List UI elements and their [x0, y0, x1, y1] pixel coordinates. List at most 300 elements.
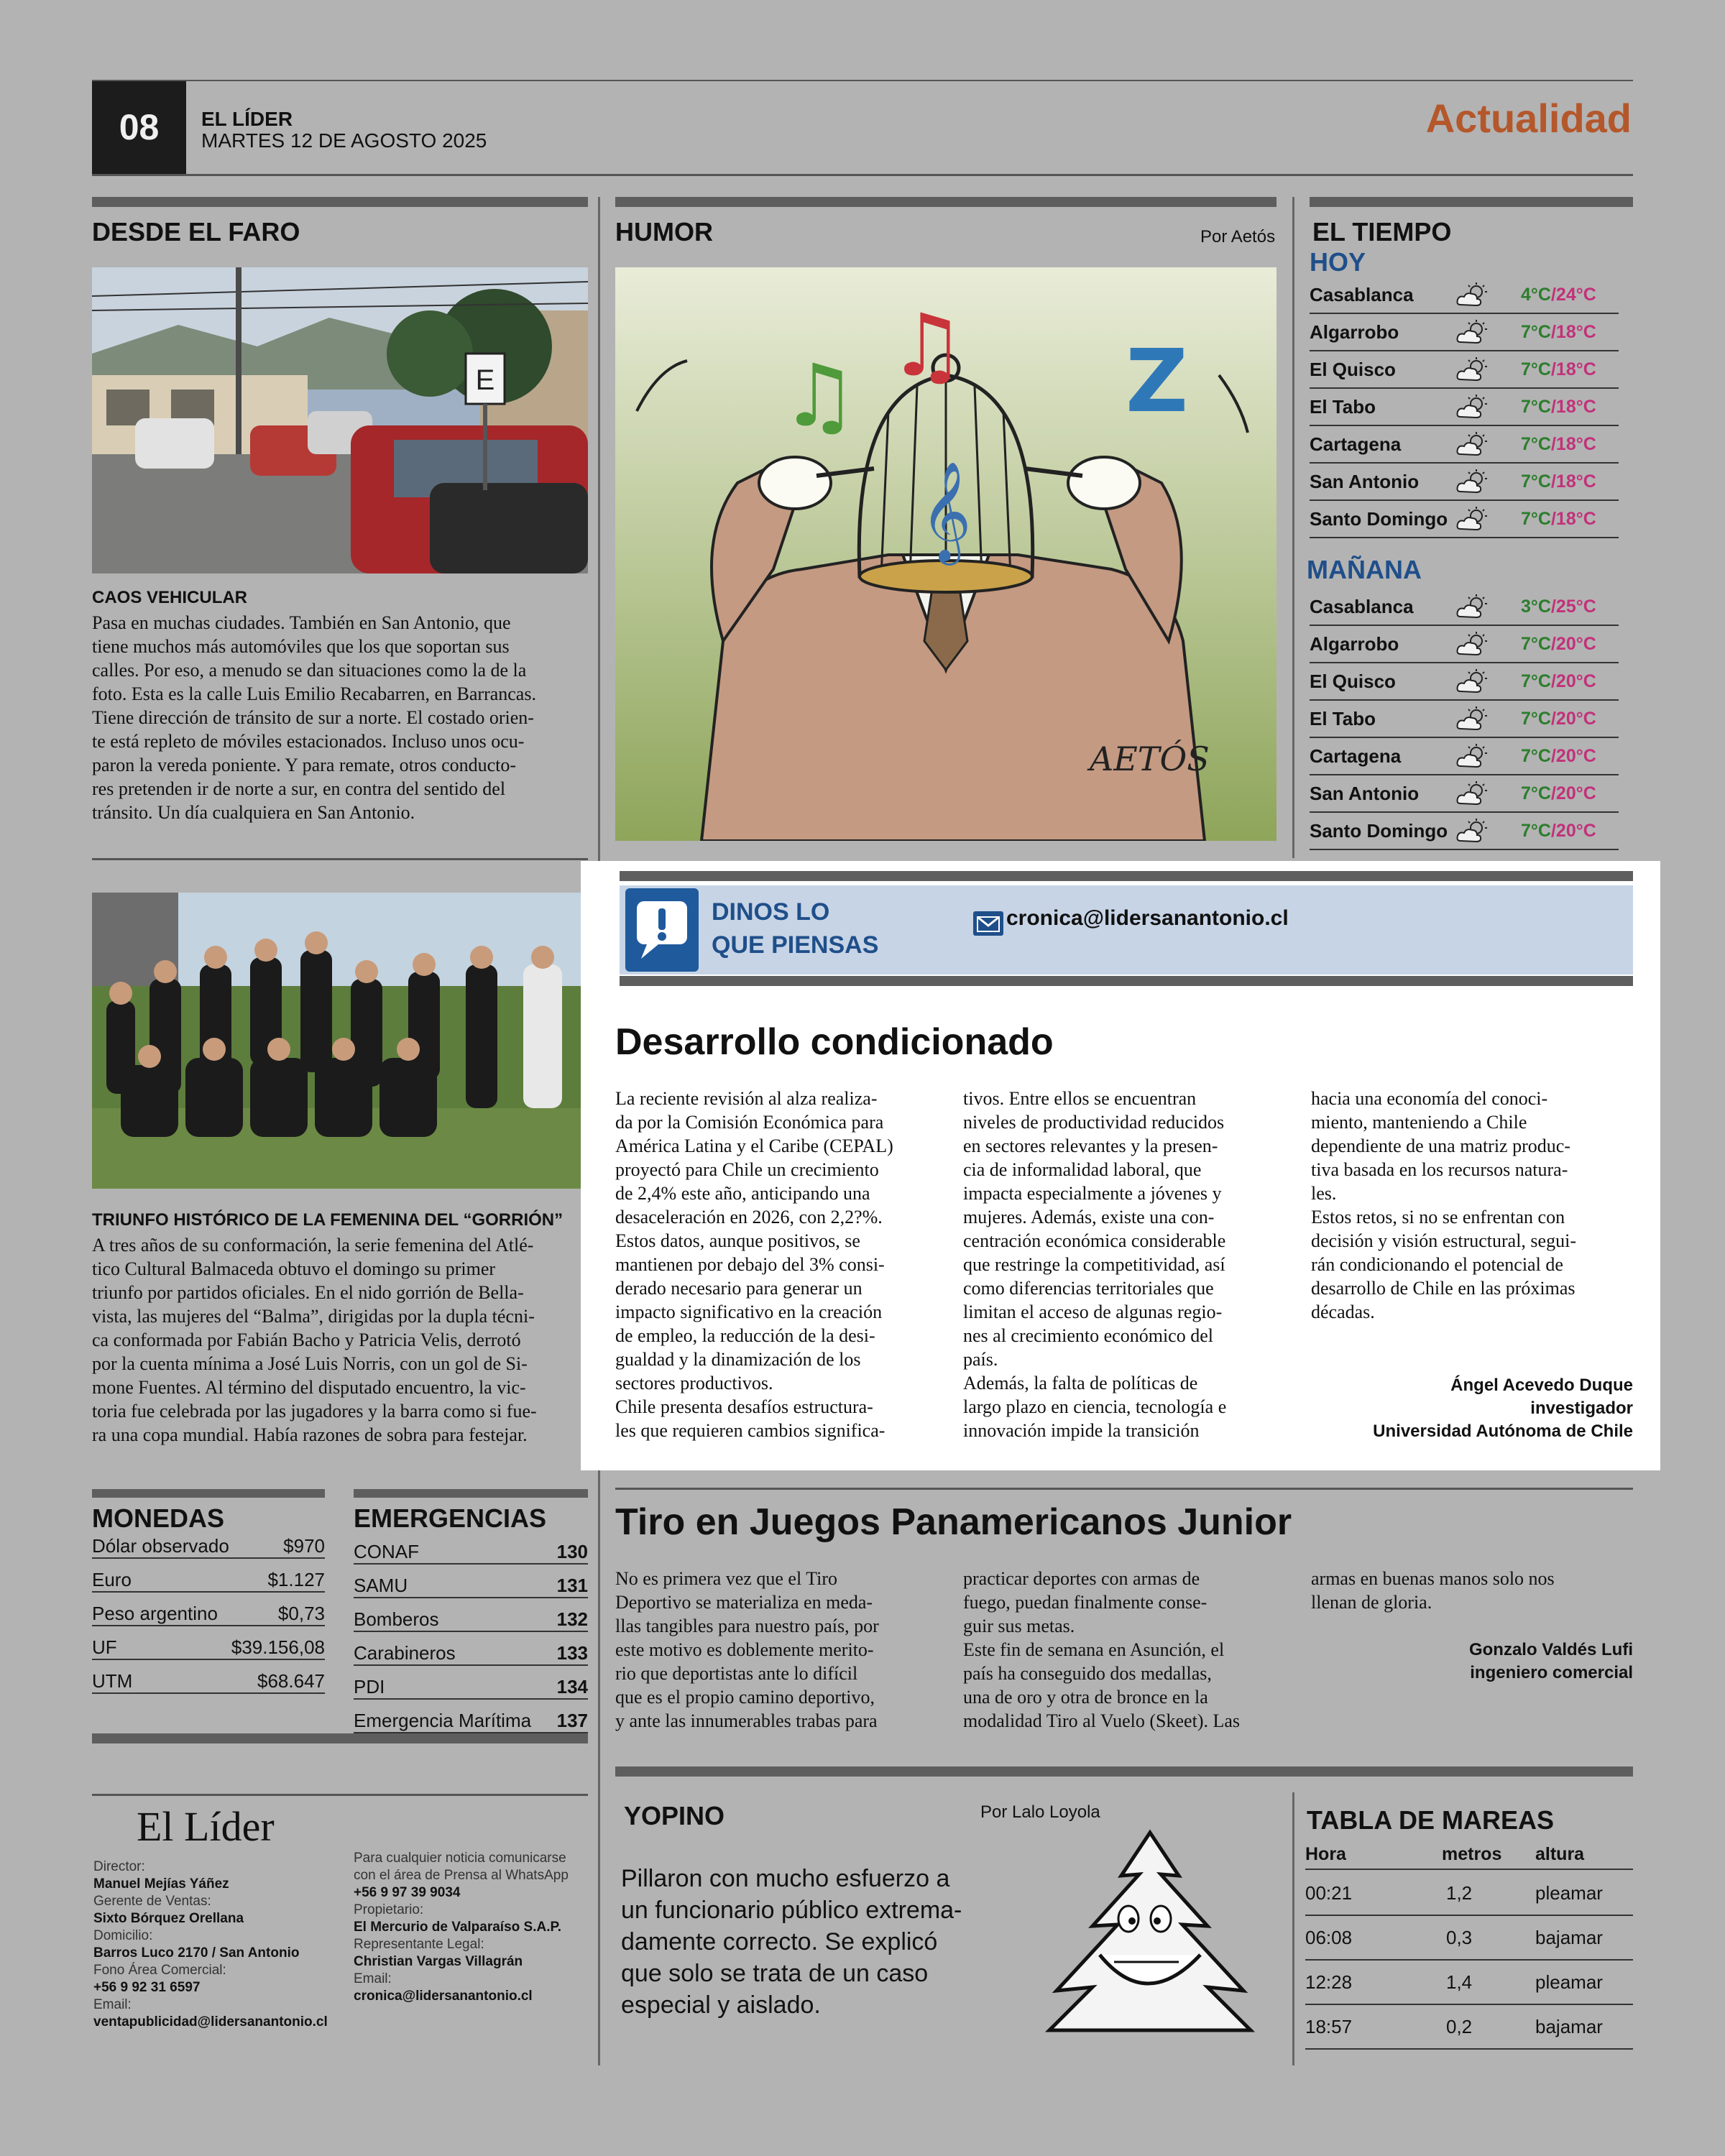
header-bottom-rule — [92, 174, 1633, 176]
yopino-line: Pillaron con mucho esfuerzo a — [621, 1865, 950, 1892]
faro-kicker: DESDE EL FARO — [92, 217, 300, 247]
weather-temp — [1521, 596, 1596, 617]
section-bar — [620, 871, 1633, 881]
tide-time: 12:28 — [1305, 1971, 1353, 1993]
faro-caption-title: CAOS VEHICULAR — [92, 588, 248, 607]
partly-cloudy-icon — [1453, 780, 1491, 808]
article-line: nes al crecimiento económico del — [963, 1325, 1213, 1346]
section-bar — [620, 976, 1633, 986]
weather-row — [1310, 464, 1619, 501]
credit-label: Email: — [354, 1971, 392, 1986]
article-line: impacto significativo en la creación — [615, 1302, 883, 1322]
weather-row — [1310, 315, 1619, 351]
temp-max: /18°C — [1550, 509, 1596, 529]
caption-line: res pretenden ir de norte a sur, en contra del sentido del — [92, 778, 506, 799]
tide-time: 06:08 — [1305, 1926, 1353, 1948]
emergencias-label: CONAF — [354, 1541, 419, 1562]
temp-max: /20°C — [1550, 783, 1596, 803]
credit-label: Email: — [93, 1997, 132, 2012]
credit-label: Representante Legal: — [354, 1937, 484, 1952]
article-line: Chile presenta desafíos estructura- — [615, 1396, 873, 1417]
caption-line: paron la vereda poniente. Y para remate, otros conducto- — [92, 755, 517, 775]
article-line: Además, la falta de políticas de — [963, 1373, 1198, 1393]
monedas-row — [92, 1626, 325, 1660]
monedas-value: $0,73 — [277, 1603, 325, 1624]
caption-line: foto. Esta es la calle Luis Emilio Recabarren, en Barrancas. — [92, 683, 536, 704]
weather-city: Cartagena — [1310, 745, 1402, 767]
temp-max: /18°C — [1550, 471, 1596, 492]
temp-max: /20°C — [1550, 634, 1596, 654]
emergencias-label: SAMU — [354, 1575, 408, 1596]
monedas-row — [92, 1593, 325, 1626]
credit-value: +56 9 92 31 6597 — [93, 1980, 201, 1995]
emergencias-row — [354, 1531, 588, 1565]
credit-label: Gerente de Ventas: — [93, 1894, 211, 1909]
article-column-2 — [963, 1087, 1285, 1442]
cartoon-signature: AETÓS — [1090, 740, 1210, 778]
contact-email-link[interactable]: cronica@lidersanantonio.cl — [1006, 906, 1289, 930]
article-line: sectores productivos. — [615, 1373, 773, 1393]
tide-type: bajamar — [1535, 1926, 1603, 1948]
article-line: limitan el acceso de algunas regio- — [963, 1302, 1223, 1322]
article-line: desarrollo de Chile en las próximas — [1311, 1278, 1576, 1299]
article-headline: Desarrollo condicionado — [615, 1021, 1054, 1063]
article-line: Estos retos, si no se enfrentan con — [1311, 1207, 1565, 1227]
caption-line: mone Fuentes. Al término del disputado encuentro, la vic- — [92, 1377, 526, 1398]
monedas-value: $39.156,08 — [231, 1636, 325, 1658]
weather-row — [1310, 739, 1619, 775]
article-signature — [1373, 1374, 1633, 1443]
temp-max: /18°C — [1550, 322, 1596, 342]
weather-temp — [1521, 783, 1596, 804]
temp-min: 7°C — [1521, 359, 1551, 379]
article-line: centración económica considerable — [963, 1230, 1226, 1251]
monedas-title: MONEDAS — [92, 1503, 225, 1533]
credit-value: ventapublicidad@lidersanantonio.cl — [93, 2014, 328, 2030]
weather-kicker: EL TIEMPO — [1312, 217, 1452, 247]
section-bar — [1310, 197, 1633, 207]
emergencias-row — [354, 1598, 588, 1632]
pine-tree-cartoon — [1006, 1825, 1279, 2034]
article-line: rio que deportistas ante lo difícil — [615, 1663, 858, 1684]
emergencias-value: 131 — [556, 1575, 588, 1596]
weather-temp — [1521, 434, 1596, 455]
paper-logo: El Líder — [137, 1803, 275, 1850]
weather-temp — [1521, 746, 1596, 767]
partly-cloudy-icon — [1453, 430, 1491, 459]
weather-row — [1310, 814, 1619, 850]
article-line: país. — [963, 1349, 998, 1370]
caption-line: tico Cultural Balmaceda obtuvo el domingo su primer — [92, 1258, 496, 1279]
emergencias-label: Emergencia Marítima — [354, 1710, 532, 1731]
section-rule — [615, 1488, 1633, 1490]
mareas-row — [1305, 1916, 1633, 1961]
article-line: llas tangibles para nuestro país, por — [615, 1616, 879, 1636]
monedas-label: UTM — [92, 1670, 133, 1692]
temp-min: 7°C — [1521, 671, 1551, 691]
mareas-header-row — [1305, 1840, 1633, 1870]
article-line: La reciente revisión al alza realiza- — [615, 1088, 878, 1109]
mareas-row — [1305, 1871, 1633, 1916]
weather-city: Casablanca — [1310, 596, 1414, 617]
credit-value: Christian Vargas Villagrán — [354, 1954, 523, 1969]
article-line: les que requieren cambios significa- — [615, 1420, 886, 1441]
article-line: miento, manteniendo a Chile — [1311, 1112, 1527, 1133]
partly-cloudy-icon — [1453, 281, 1491, 310]
yopino-byline: Por Lalo Loyola — [980, 1802, 1100, 1822]
article-line: armas en buenas manos solo nos — [1311, 1568, 1555, 1589]
section-bar — [354, 1489, 588, 1498]
article-line: América Latina y el Caribe (CEPAL) — [615, 1135, 893, 1156]
column-divider — [1292, 197, 1294, 858]
temp-min: 7°C — [1521, 634, 1551, 654]
article-line: innovación impide la transición — [963, 1420, 1200, 1441]
weather-temp — [1521, 671, 1596, 692]
tide-meters: 0,2 — [1446, 2015, 1473, 2037]
caption-line: ca conformada por Fabián Bacho y Patricia Velis, derrotó — [92, 1330, 521, 1350]
credits-right — [354, 1850, 591, 2005]
article-headline: Tiro en Juegos Panamericanos Junior — [615, 1501, 1292, 1543]
weather-city: Santo Domingo — [1310, 820, 1448, 842]
temp-max: /18°C — [1550, 359, 1596, 379]
caption-line: triunfo por partidos oficiales. En el nido gorrión de Bella- — [92, 1282, 524, 1303]
temp-min: 7°C — [1521, 322, 1551, 342]
yopino-line: que solo se trata de un caso — [621, 1960, 929, 1987]
article-line: niveles de productividad reducidos — [963, 1112, 1225, 1133]
article-line: proyectó para Chile un crecimiento — [615, 1159, 879, 1180]
credit-value: Sixto Bórquez Orellana — [93, 1911, 244, 1926]
article-line: fuego, puedan finalmente conse- — [963, 1592, 1208, 1613]
yopino-kicker: YOPINO — [624, 1801, 725, 1830]
emergencias-label: Bomberos — [354, 1608, 439, 1630]
article-line: desaceleración en 2026, con 2,2?%. — [615, 1207, 883, 1227]
monedas-value: $970 — [283, 1535, 325, 1557]
credit-value: Manuel Mejías Yáñez — [93, 1876, 229, 1892]
author-name: Gonzalo Valdés Lufi — [1468, 1640, 1633, 1659]
article-line: practicar deportes con armas de — [963, 1568, 1200, 1589]
credit-value: cronica@lidersanantonio.cl — [354, 1989, 533, 2004]
yopino-line: un funcionario público extrema- — [621, 1897, 962, 1924]
weather-city: San Antonio — [1310, 783, 1420, 804]
article-line: guir sus metas. — [963, 1616, 1075, 1636]
credit-label: Director: — [93, 1859, 145, 1874]
article-line: tivos. Entre ellos se encuentran — [963, 1088, 1197, 1109]
tide-meters: 1,4 — [1446, 1971, 1473, 1993]
credit-label: Domicilio: — [93, 1928, 153, 1943]
monedas-value: $68.647 — [257, 1670, 325, 1692]
section-bar — [615, 197, 1276, 207]
temp-max: /20°C — [1550, 709, 1596, 729]
article-column-1 — [615, 1567, 937, 1733]
weather-today-label: HOY — [1310, 247, 1366, 277]
emergencias-value: 130 — [556, 1541, 588, 1562]
temp-max: /18°C — [1550, 397, 1596, 417]
article-line: y ante las innumerables trabas para — [615, 1710, 878, 1731]
emergencias-value: 134 — [556, 1676, 588, 1697]
svg-text:♫: ♫ — [781, 346, 858, 446]
caption-line: Pasa en muchas ciudades. También en San Antonio, que — [92, 612, 511, 633]
monedas-row — [92, 1660, 325, 1694]
temp-min: 7°C — [1521, 509, 1551, 529]
article-line: como diferencias territoriales que — [963, 1278, 1214, 1299]
paper-name: EL LÍDER — [201, 108, 293, 130]
caption-line: calles. Por eso, a menudo se dan situaciones como la de la — [92, 660, 527, 681]
temp-max: /24°C — [1550, 285, 1596, 305]
yopino-text — [621, 1863, 1024, 2021]
exclamation-icon — [625, 888, 699, 972]
caption-line: toria fue celebrada por las jugadores y la barra como si fue- — [92, 1401, 537, 1422]
weather-temp — [1521, 397, 1596, 418]
author-name: Ángel Acevedo Duque — [1450, 1376, 1633, 1395]
contact-title-line: DINOS LO — [712, 898, 830, 926]
contact-banner-title — [712, 895, 878, 962]
mareas-row — [1305, 2005, 1633, 2050]
article-column-2 — [963, 1567, 1285, 1733]
mareas-header: Hora — [1305, 1843, 1346, 1864]
weather-city: San Antonio — [1310, 471, 1420, 492]
temp-max: /25°C — [1550, 596, 1596, 617]
article-line: de empleo, la reducción de la desi- — [615, 1325, 875, 1346]
weather-temp — [1521, 634, 1596, 655]
tide-meters: 1,2 — [1446, 1881, 1473, 1904]
caption-line: A tres años de su conformación, la serie femenina del Atlé- — [92, 1235, 534, 1256]
article-line: llenan de gloria. — [1311, 1592, 1432, 1613]
weather-city: Casablanca — [1310, 284, 1414, 305]
caption-line: tiene muchos más automóviles que los que soportan sus — [92, 636, 510, 657]
weather-temp — [1521, 359, 1596, 380]
triunfo-caption — [92, 1233, 588, 1447]
humor-byline: Por Aetós — [1200, 227, 1276, 247]
article-line: tiva basada en los recursos natura- — [1311, 1159, 1568, 1180]
svg-text:E: E — [475, 364, 495, 396]
section-rule — [92, 858, 588, 860]
tide-time: 18:57 — [1305, 2015, 1353, 2037]
column-divider — [1292, 1792, 1294, 2065]
credit-label: con el área de Prensa al WhatsApp — [354, 1868, 569, 1883]
article-line: décadas. — [1311, 1302, 1375, 1322]
partly-cloudy-icon — [1453, 468, 1491, 497]
temp-max: /18°C — [1550, 434, 1596, 454]
article-line: este motivo es doblemente merito- — [615, 1639, 874, 1660]
article-line: rán condicionando el potencial de — [1311, 1254, 1563, 1275]
emergencias-value: 132 — [556, 1608, 588, 1630]
article-line: derado necesario para generar un — [615, 1278, 862, 1299]
weather-row — [1310, 352, 1619, 389]
mareas-header: metros — [1442, 1843, 1502, 1864]
weather-city: El Tabo — [1310, 396, 1376, 418]
emergencias-value: 133 — [556, 1642, 588, 1664]
weather-temp — [1521, 709, 1596, 729]
svg-text:♫: ♫ — [888, 296, 966, 396]
partly-cloudy-icon — [1453, 356, 1491, 384]
emergencias-row — [354, 1700, 588, 1733]
article-line: hacia una economía del conoci- — [1311, 1088, 1548, 1109]
traffic-photo — [92, 267, 588, 573]
weather-temp — [1521, 471, 1596, 492]
weather-tomorrow-label: MAÑANA — [1307, 555, 1422, 584]
article-line: modalidad Tiro al Vuelo (Skeet). Las — [963, 1710, 1241, 1731]
section-bar — [92, 197, 588, 207]
article-line: que es el propio camino deportivo, — [615, 1687, 875, 1708]
emergencias-label: PDI — [354, 1676, 385, 1697]
article-line: largo plazo en ciencia, tecnología e — [963, 1396, 1227, 1417]
mail-icon — [973, 911, 1003, 936]
weather-row — [1310, 502, 1619, 538]
section-bar — [615, 1766, 1633, 1777]
partly-cloudy-icon — [1453, 817, 1491, 846]
partly-cloudy-icon — [1453, 705, 1491, 734]
emergencias-row — [354, 1632, 588, 1666]
tide-type: pleamar — [1535, 1971, 1603, 1993]
author-role: investigador — [1530, 1399, 1633, 1418]
article-line: gualdad y la dinamización de los — [615, 1349, 861, 1370]
issue-date: MARTES 12 DE AGOSTO 2025 — [201, 129, 487, 152]
tide-meters: 0,3 — [1446, 1926, 1473, 1948]
weather-temp — [1521, 821, 1596, 842]
temp-max: /20°C — [1550, 671, 1596, 691]
weather-city: Algarrobo — [1310, 321, 1399, 343]
caption-line: vista, las mujeres del “Balma”, dirigidas por la dupla técni- — [92, 1306, 535, 1327]
monedas-label: Dólar observado — [92, 1535, 229, 1557]
article-line: No es primera vez que el Tiro — [615, 1568, 838, 1589]
temp-max: /20°C — [1550, 746, 1596, 766]
contact-title-line: QUE PIENSAS — [712, 931, 879, 959]
article-line: Este fin de semana en Asunción, el — [963, 1639, 1225, 1660]
temp-min: 3°C — [1521, 596, 1551, 617]
weather-row — [1310, 277, 1619, 314]
temp-min: 7°C — [1521, 471, 1551, 492]
weather-row — [1310, 627, 1619, 663]
article-line: que restringe la competitividad, así — [963, 1254, 1225, 1275]
article-line: cia de informalidad laboral, que — [963, 1159, 1202, 1180]
article-line: país ha conseguido dos medallas, — [963, 1663, 1212, 1684]
header-top-rule — [92, 80, 1633, 81]
credits-left — [93, 1858, 338, 2031]
faro-caption — [92, 611, 588, 824]
partly-cloudy-icon — [1453, 393, 1491, 422]
section-rule — [92, 1794, 588, 1796]
tide-type: pleamar — [1535, 1881, 1603, 1904]
monedas-value: $1.127 — [267, 1569, 325, 1590]
weather-row — [1310, 664, 1619, 701]
article-line: decisión y visión estructural, segui- — [1311, 1230, 1576, 1251]
weather-temp — [1521, 285, 1596, 305]
emergencias-value: 137 — [556, 1710, 588, 1731]
article-line: dependiente de una matriz produc- — [1311, 1135, 1570, 1156]
article-column-3 — [1311, 1087, 1633, 1324]
temp-min: 7°C — [1521, 821, 1551, 841]
caption-line: Tiene dirección de tránsito de sur a norte. El costado orien- — [92, 707, 534, 728]
section-bar — [92, 1733, 588, 1743]
article-column-1 — [615, 1087, 937, 1442]
weather-row — [1310, 390, 1619, 426]
yopino-line: damente correcto. Se explicó — [621, 1928, 938, 1955]
temp-min: 7°C — [1521, 783, 1551, 803]
article-line: en sectores relevantes y la presen- — [963, 1135, 1218, 1156]
temp-min: 7°C — [1521, 434, 1551, 454]
caption-line: te está repleto de móviles estacionados. Incluso unos ocu- — [92, 731, 525, 752]
svg-text:Z: Z — [1126, 332, 1189, 432]
weather-city: El Quisco — [1310, 359, 1396, 380]
article-line: Deportivo se materializa en meda- — [615, 1592, 873, 1613]
article-signature — [1469, 1639, 1633, 1685]
monedas-label: Peso argentino — [92, 1603, 218, 1624]
weather-row — [1310, 589, 1619, 626]
weather-city: Santo Domingo — [1310, 508, 1448, 530]
tide-type: bajamar — [1535, 2015, 1603, 2037]
weather-city: El Quisco — [1310, 671, 1396, 692]
weather-city: Algarrobo — [1310, 633, 1399, 655]
partly-cloudy-icon — [1453, 742, 1491, 771]
temp-min: 4°C — [1521, 285, 1551, 305]
emergencias-title: EMERGENCIAS — [354, 1503, 547, 1533]
weather-city: El Tabo — [1310, 708, 1376, 729]
monedas-row — [92, 1525, 325, 1559]
caption-line: por la cuenta mínima a José Luis Norris, con un gol de Si- — [92, 1353, 528, 1374]
credit-label: Propietario: — [354, 1902, 424, 1917]
temp-max: /20°C — [1550, 821, 1596, 841]
article-line: impacta especialmente a jóvenes y — [963, 1183, 1222, 1204]
caption-line: tránsito. Un día cualquiera en San Antonio. — [92, 802, 415, 823]
caption-line: ra una copa mundial. Había razones de sobra para festejar. — [92, 1424, 528, 1445]
mareas-header: altura — [1535, 1843, 1585, 1864]
author-role: ingeniero comercial — [1470, 1663, 1633, 1682]
tide-time: 00:21 — [1305, 1881, 1353, 1904]
article-line: de 2,4% este año, anticipando una — [615, 1183, 870, 1204]
mareas-title: TABLA DE MAREAS — [1307, 1805, 1554, 1835]
team-photo — [92, 893, 588, 1189]
credit-label: Para cualquier noticia comunicarse — [354, 1851, 566, 1866]
weather-temp — [1521, 322, 1596, 343]
emergencias-label: Carabineros — [354, 1642, 456, 1664]
article-line: da por la Comisión Económica para — [615, 1112, 884, 1133]
partly-cloudy-icon — [1453, 593, 1491, 622]
section-title: Actualidad — [1425, 96, 1632, 141]
svg-text:𝄞: 𝄞 — [920, 461, 972, 561]
yopino-line: especial y aislado. — [621, 1991, 821, 2019]
article-column-3 — [1311, 1567, 1633, 1614]
page-number: 08 — [92, 80, 186, 174]
temp-min: 7°C — [1521, 746, 1551, 766]
article-line: les. — [1311, 1183, 1337, 1204]
article-line: mujeres. Además, existe una con- — [963, 1207, 1215, 1227]
author-org: Universidad Autónoma de Chile — [1373, 1422, 1633, 1441]
monedas-label: UF — [92, 1636, 117, 1658]
triunfo-caption-title: TRIUNFO HISTÓRICO DE LA FEMENINA DEL “GORRIÓN” — [92, 1210, 564, 1230]
humor-cartoon — [615, 267, 1276, 841]
weather-row — [1310, 776, 1619, 813]
temp-min: 7°C — [1521, 709, 1551, 729]
emergencias-row — [354, 1666, 588, 1700]
weather-row — [1310, 701, 1619, 738]
temp-min: 7°C — [1521, 397, 1551, 417]
emergencias-row — [354, 1565, 588, 1598]
weather-row — [1310, 427, 1619, 464]
partly-cloudy-icon — [1453, 505, 1491, 534]
article-line: una de oro y otra de bronce en la — [963, 1687, 1208, 1708]
credit-value: Barros Luco 2170 / San Antonio — [93, 1945, 300, 1961]
partly-cloudy-icon — [1453, 318, 1491, 347]
article-line: Estos datos, aunque positivos, se — [615, 1230, 860, 1251]
weather-temp — [1521, 509, 1596, 530]
credit-value: El Mercurio de Valparaíso S.A.P. — [354, 1920, 561, 1935]
weather-city: Cartagena — [1310, 433, 1402, 455]
monedas-row — [92, 1559, 325, 1593]
article-line: mantienen por debajo del 3% consi- — [615, 1254, 885, 1275]
monedas-label: Euro — [92, 1569, 132, 1590]
section-bar — [92, 1489, 325, 1498]
partly-cloudy-icon — [1453, 630, 1491, 659]
